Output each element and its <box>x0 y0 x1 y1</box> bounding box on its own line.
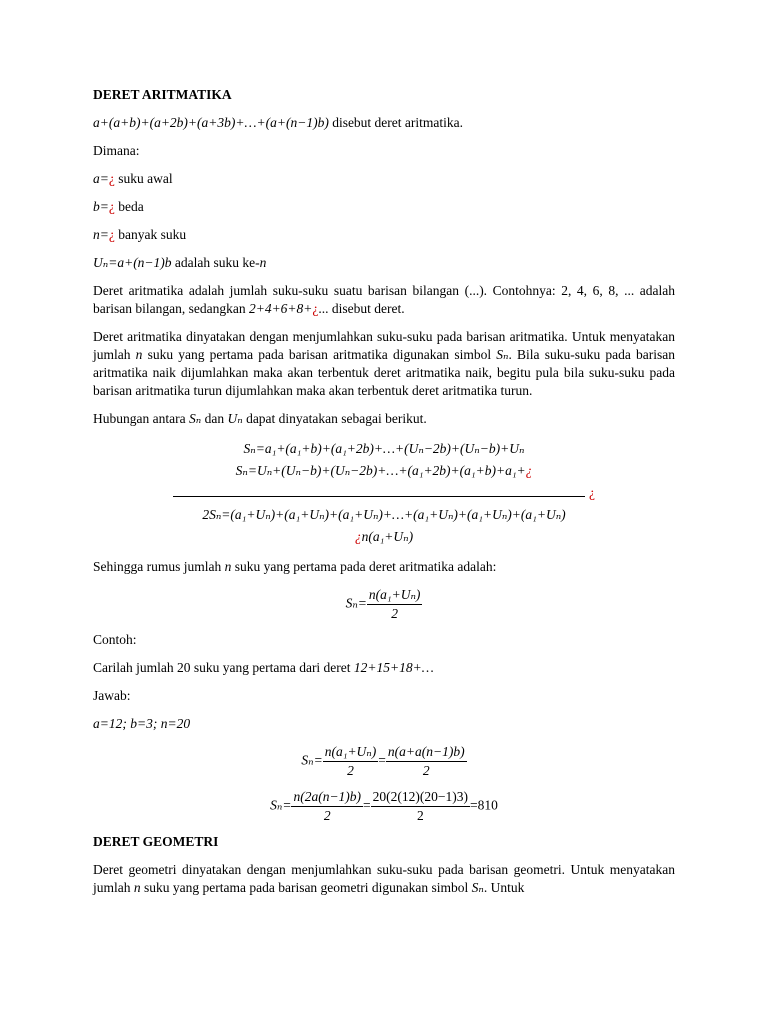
calc2-result: =810 <box>470 797 498 813</box>
nth-term-definition: Uₙ=a+(n−1)b adalah suku ke-n <box>93 255 267 270</box>
series-formula: a+(a+b)+(a+2b)+(a+3b)+…+(a+(n−1)b) <box>93 115 329 130</box>
derivation-line-4: ¿n(a₁+Uₙ) <box>354 529 414 544</box>
sum-derivation <box>93 438 675 548</box>
missing-glyph-mark: ¿ <box>108 199 115 214</box>
paragraph-series-notation: Deret aritmatika dinyatakan dengan menjumlahkan suku-suku pada barisan aritmatika. Untuk menyatakan jumlah n suku yang pertama pada barisan aritmatika digunakan simbol Sₙ. Bila suku-suku pada barisan aritmatika naik dijumlahkan maka akan terbentuk deret aritmatika naik, begitu pula bila suku-suku pada barisan aritmatika turun dijumlahkan maka akan terbentuk deret aritmatika turun. <box>93 329 675 398</box>
missing-glyph-mark: ¿ <box>589 485 595 500</box>
missing-glyph-mark: ¿ <box>108 171 115 186</box>
paragraph-geometric: Deret geometri dinyatakan dengan menjumlahkan suku-suku pada barisan geometri. Untuk menyatakan jumlah n suku yang pertama pada barisan geometri digunakan simbol Sₙ. Untuk <box>93 862 675 895</box>
missing-glyph-mark: ¿ <box>354 529 362 544</box>
definition-b: b=¿ beda <box>93 199 144 214</box>
sum-formula-fraction: $\frac{\text{n(a₁+Uₙ)}}{2}$ <box>368 587 421 621</box>
definition-n: n=¿ banyak suku <box>93 227 187 242</box>
calculation-step-1: Sₙ= $\frac{\text{n(a₁+Uₙ)}}{2}$ = $\frac{n(a+a(n-1)b)}{2}$ <box>301 744 465 778</box>
missing-glyph-mark: ¿ <box>108 227 115 242</box>
intro-text: disebut deret aritmatika. <box>328 115 464 130</box>
intro-line <box>93 114 675 132</box>
answer-given: a=12; b=3; n=20 <box>93 716 191 731</box>
relation-intro: Hubungan antara Sₙ dan Uₙ dapat dinyatakan sebagai berikut. <box>93 411 427 426</box>
section-title-geometric: DERET GEOMETRI <box>93 834 219 849</box>
answer-label: Jawab: <box>93 688 131 703</box>
derivation-line-3: 2Sₙ=(a₁+Uₙ)+(a₁+Uₙ)+(a₁+Uₙ)+…+(a₁+Uₙ)+(a₁+Uₙ)+(a₁+Uₙ) <box>202 507 566 522</box>
definition-a: a=¿ suku awal <box>93 171 173 186</box>
section-title-arithmetic: DERET ARITMATIKA <box>93 87 232 102</box>
example-label: Contoh: <box>93 632 137 647</box>
conclusion-text: Sehingga rumus jumlah n suku yang pertama pada deret aritmatika adalah: <box>93 559 497 574</box>
derivation-divider <box>173 496 585 497</box>
example-question: Carilah jumlah 20 suku yang pertama dari deret 12+15+18+… <box>93 660 434 675</box>
calc1-fraction-1: $\frac{\text{n(a₁+Uₙ)}}{2}$ <box>324 744 377 778</box>
calc2-fraction-2: $\frac{20(2(12)(20-1)3)}{2}$ <box>372 789 469 823</box>
where-label: Dimana: <box>93 143 140 158</box>
document-body <box>93 86 675 907</box>
paragraph-series-definition: Deret aritmatika adalah jumlah suku-suku suatu barisan bilangan (...). Contohnya: 2, 4, 6, 8, ... adalah barisan bilangan, sedangkan 2+4+6+8+¿... disebut deret. <box>93 283 675 316</box>
derivation-line-2: Sₙ=Uₙ+(Uₙ−b)+(Uₙ−2b)+…+(a₁+2b)+(a₁+b)+a₁+¿ <box>235 463 533 478</box>
sum-formula: Sₙ= $\frac{\text{n(a₁+Uₙ)}}{2}$ <box>345 587 421 621</box>
calc1-fraction-2: $\frac{n(a+a(n-1)b)}{2}$ <box>387 744 465 778</box>
missing-glyph-mark: ¿ <box>312 301 319 316</box>
derivation-line-1: Sₙ=a₁+(a₁+b)+(a₁+2b)+…+(Uₙ−2b)+(Uₙ−b)+Uₙ <box>243 441 525 456</box>
calculation-step-2: Sₙ= $\frac{n(2a(n-1)b)}{2}$ = $\frac{20(2(12)(20-1)3)}{2}$ =810 <box>270 789 498 823</box>
calc2-fraction-1: $\frac{n(2a(n-1)b)}{2}$ <box>293 789 362 823</box>
missing-glyph-mark: ¿ <box>525 463 533 478</box>
derivation-divider-row <box>93 482 675 504</box>
